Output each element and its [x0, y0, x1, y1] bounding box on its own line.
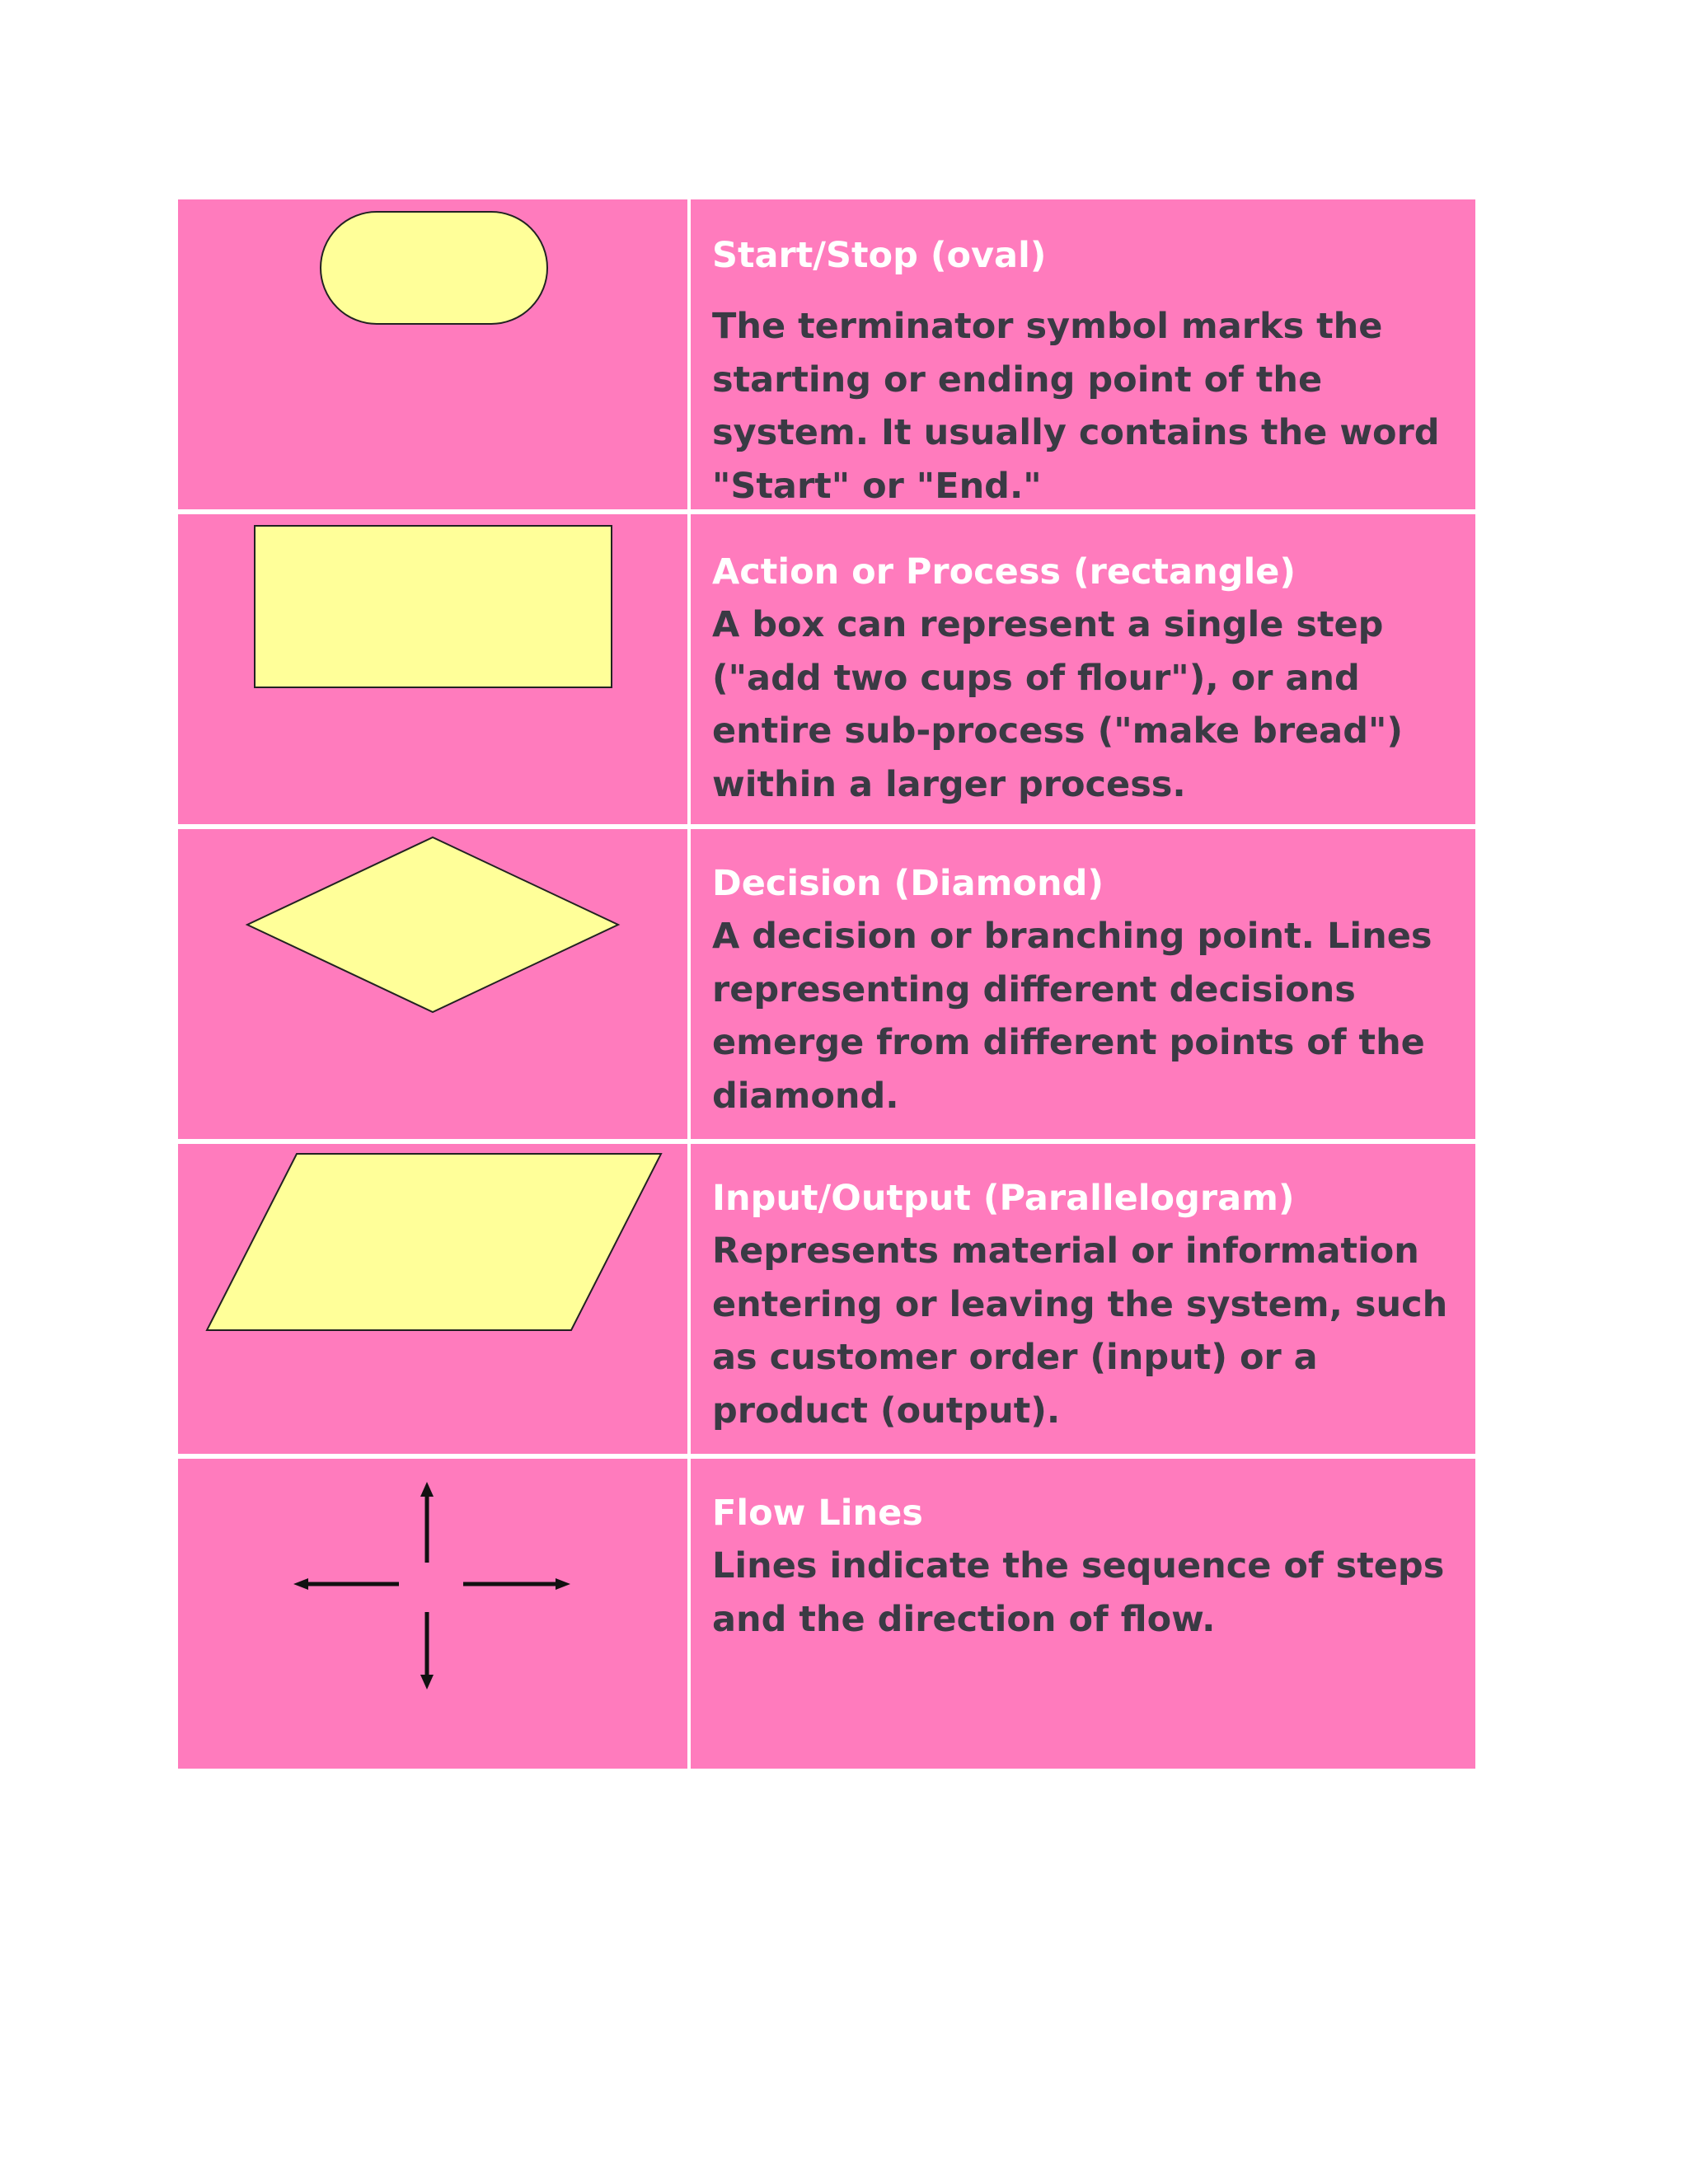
description-cell: [691, 1459, 1475, 1769]
oval-icon: [178, 199, 687, 509]
table-row-input-output: [178, 1144, 1475, 1454]
parallelogram-icon: [178, 1144, 687, 1454]
shape-cell: [178, 514, 687, 824]
description-cell: [691, 514, 1475, 824]
description-cell: [691, 829, 1475, 1139]
shape-cell: [178, 1459, 687, 1769]
shape-cell: [178, 1144, 687, 1454]
shape-cell: [178, 199, 687, 509]
description-cell: [691, 199, 1475, 509]
table-row-decision: [178, 829, 1475, 1139]
flow-arrows-icon: [178, 1459, 687, 1769]
symbol-description: A decision or branching point. Lines representing different decisions emerge from different points of the diamond.: [712, 916, 1432, 1117]
symbol-heading: Input/Output (Parallelogram): [712, 1178, 1295, 1219]
symbol-heading: Flow Lines: [712, 1493, 923, 1534]
symbol-description: Represents material or information entering or leaving the system, such as customer order (input) or a product (output).: [712, 1230, 1448, 1432]
table-row-flow-lines: [178, 1459, 1475, 1769]
symbol-heading: Start/Stop (oval): [712, 235, 1047, 276]
shape-cell: [178, 829, 687, 1139]
diamond-icon: [178, 829, 687, 1139]
symbol-description: The terminator symbol marks the starting or ending point of the system. It usually contains the word "Start" or "End.": [712, 306, 1440, 507]
table-row-start-stop: [178, 199, 1475, 509]
symbol-description: Lines indicate the sequence of steps and the direction of flow.: [712, 1545, 1445, 1640]
symbol-heading: Action or Process (rectangle): [712, 551, 1296, 593]
description-cell: [691, 1144, 1475, 1454]
symbol-description: A box can represent a single step ("add two cups of flour"), or and entire sub-process ("make bread") within a larger process.: [712, 604, 1404, 805]
table-row-action-process: [178, 514, 1475, 824]
rectangle-icon: [178, 514, 687, 824]
flowchart-symbols-table: [178, 199, 1475, 1769]
symbol-heading: Decision (Diamond): [712, 863, 1104, 904]
